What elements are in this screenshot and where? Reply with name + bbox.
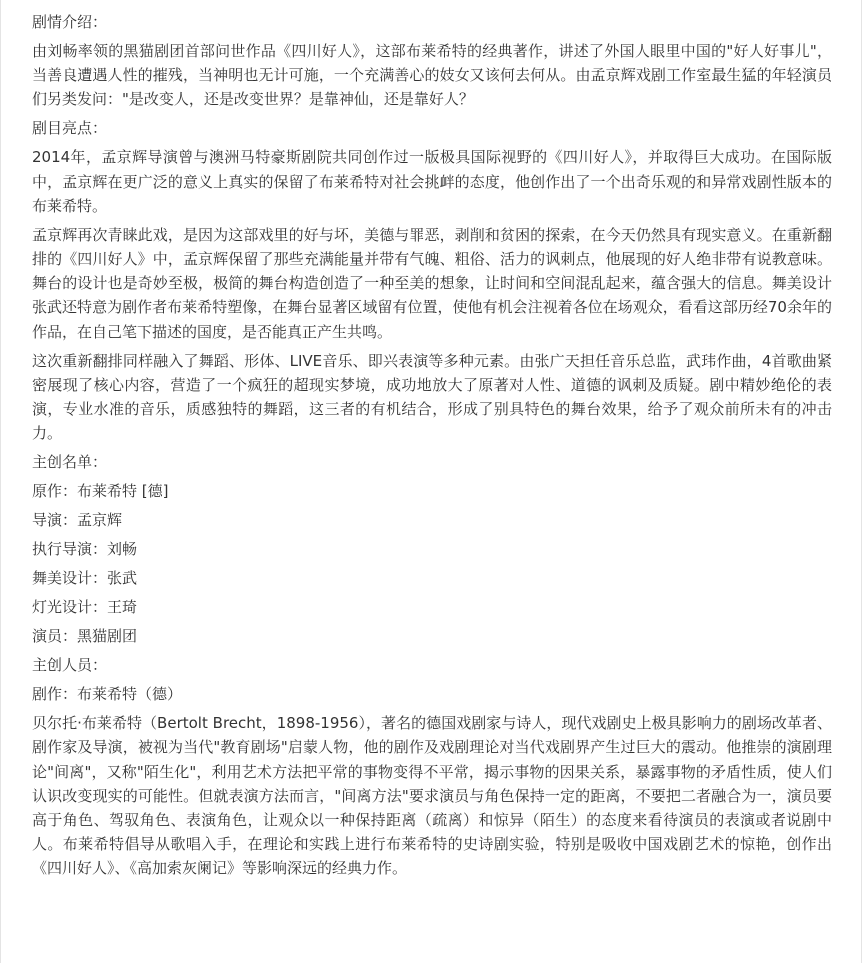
highlight-paragraph: 孟京辉再次青睐此戏，是因为这部戏里的好与坏，美德与罪恶，剥削和贫困的探索，在今天仍然具有现实意义。在重新翻排的《四川好人》中，孟京辉保留了那些充满能量并带有气魄、粗俗、活力的讽刺点，他展现的好人绝非带有说教意味。舞台的设计也是奇妙至极，极简的舞台构造创造了一种至美的想象，让时间和空间混乱起来，蕴含强大的信息。舞美设计张武还特意为剧作者布莱希特塑像，在舞台显著区域留有位置，使他有机会注视着各位在场观众，看看这部历经70余年的作品，在自己笔下描述的国度，是否能真正产生共鸣。 xyxy=(32,225,832,341)
credit-line-cast: 演员：黑猫剧团 xyxy=(32,627,138,646)
biography-paragraph: 贝尔托·布莱希特（Bertolt Brecht，1898-1956），著名的德国戏剧家与诗人，现代戏剧史上极具影响力的剧场改革者、剧作家及导演，被视为当代"教育剧场"启蒙人物，他的剧作及戏剧理论对当代戏剧界产生过巨大的震动。他推崇的演剧理论"间离"，又称"陌生化"，利用艺术方法把平常的事物变得不平常，揭示事物的因果关系，暴露事物的矛盾性质，使人们认识改变现实的可能性。但就表演方法而言，"间离方法"要求演员与角色保持一定的距离，不要把二者融合为一，演员要高于角色、驾驭角色、表演角色，让观众以一种保持距离（疏离）和惊异（陌生）的态度来看待演员的表演或者说剧中人。布莱希特倡导从歌唱入手，在理论和实践上进行布莱希特的史诗剧实验，特别是吸收中国戏剧艺术的惊艳，创作出《四川好人》、《高加索灰阑记》等影响深远的经典力作。 xyxy=(32,714,832,878)
people-heading: 主创人员： xyxy=(32,656,108,675)
credits-heading: 主创名单： xyxy=(32,453,108,472)
credit-line-stage-designer: 舞美设计：张武 xyxy=(32,569,138,588)
synopsis-heading: 剧情介绍： xyxy=(32,13,108,31)
highlights-heading: 剧目亮点： xyxy=(32,119,108,138)
credit-line-director: 导演：孟京辉 xyxy=(32,511,123,530)
highlight-paragraph: 这次重新翻排同样融入了舞蹈、形体、LIVE音乐、即兴表演等多种元素。由张广天担任音乐总监，武玮作曲，4首歌曲紧密展现了核心内容，营造了一个疯狂的超现实梦境，成功地放大了原著对人性、道德的讽刺及质疑。剧中精妙绝伦的表演，专业水准的音乐，质感独特的舞蹈，这三者的有机结合，形成了别具特色的舞台效果，给予了观众前所未有的冲击力。 xyxy=(32,351,832,443)
highlight-paragraph: 2014年，孟京辉导演曾与澳洲马特豪斯剧院共同创作过一版极具国际视野的《四川好人》，并取得巨大成功。在国际版中，孟京辉在更广泛的意义上真实的保留了布莱希特对社会挑衅的态度，他创作出了一个出奇乐观的和异常戏剧性版本的布莱希特。 xyxy=(32,148,832,215)
playwright-line: 剧作：布莱希特（德） xyxy=(32,685,183,704)
article-body xyxy=(32,10,832,885)
credit-line-lighting-designer: 灯光设计：王琦 xyxy=(32,598,138,617)
credit-line-executive-director: 执行导演：刘畅 xyxy=(32,540,138,559)
credit-line-original-author: 原作：布莱希特 [德] xyxy=(32,482,169,501)
synopsis-paragraph: 由刘畅率领的黑猫剧团首部问世作品《四川好人》，这部布莱希特的经典著作，讲述了外国人眼里中国的"好人好事儿"，当善良遭遇人性的摧残，当神明也无计可施，一个充满善心的妓女又该何去何从。由孟京辉戏剧工作室最生猛的年轻演员们另类发问："是改变人，还是改变世界？是靠神仙，还是靠好人？ xyxy=(32,42,832,109)
